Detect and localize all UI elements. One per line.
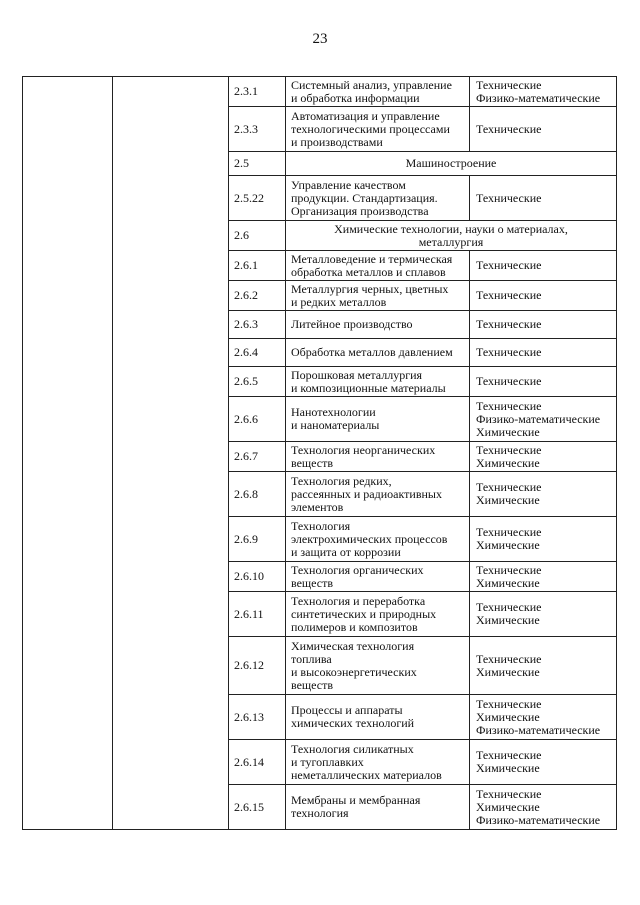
empty-cell — [23, 472, 113, 517]
empty-cell — [23, 367, 113, 397]
empty-cell — [23, 176, 113, 221]
science-branches — [470, 107, 617, 152]
specialty-name-line: Процессы и аппараты — [291, 703, 403, 717]
science-branches — [470, 517, 617, 562]
specialty-name-line: и производствами — [291, 134, 383, 149]
specialty-code: 2.5.22 — [229, 176, 286, 221]
specialty-name — [286, 397, 470, 442]
specialty-name-line: Технология редких, — [291, 473, 392, 488]
table-row — [23, 107, 617, 152]
empty-cell — [113, 695, 229, 740]
empty-cell — [113, 472, 229, 517]
section-title — [286, 152, 617, 176]
specialty-name-line: Литейное производство — [291, 317, 413, 331]
specialty-name-line: Управление качеством — [291, 177, 406, 192]
science-branch: Химические — [476, 455, 540, 470]
science-branch: Технические — [476, 748, 542, 762]
specialty-code: 2.6.2 — [229, 281, 286, 311]
table-row — [23, 176, 617, 221]
science-branch: Физико-математические — [476, 90, 601, 105]
table-row — [23, 517, 617, 562]
specialty-code: 2.6.11 — [229, 592, 286, 637]
specialty-code: 2.6.4 — [229, 339, 286, 367]
empty-cell — [113, 311, 229, 339]
science-branch: Химические — [476, 799, 540, 814]
empty-cell — [23, 695, 113, 740]
section-title-line: металлургия — [418, 234, 484, 249]
specialty-name-line: веществ — [291, 575, 334, 590]
empty-cell — [113, 740, 229, 785]
science-branch: Технические — [476, 121, 542, 136]
specialty-name-line: Технология неорганических — [291, 442, 436, 457]
science-branches — [470, 785, 617, 830]
science-branch: Химические — [476, 575, 540, 590]
specialty-name — [286, 592, 470, 637]
specialty-code: 2.6.9 — [229, 517, 286, 562]
empty-cell — [113, 592, 229, 637]
specialties-table — [22, 76, 617, 830]
page-number: 23 — [312, 31, 328, 47]
specialty-name — [286, 785, 470, 830]
specialty-name-line: рассеянных и радиоактивных — [291, 486, 442, 501]
specialty-code: 2.6.3 — [229, 311, 286, 339]
science-branch: Технические — [476, 190, 542, 205]
specialty-code: 2.6 — [229, 221, 286, 251]
specialty-name-line: и композиционные материалы — [291, 380, 446, 395]
specialty-name — [286, 77, 470, 107]
science-branch: Технические — [476, 317, 542, 331]
empty-cell — [113, 637, 229, 695]
science-branches — [470, 637, 617, 695]
table-row — [23, 397, 617, 442]
specialty-name-line: неметаллических материалов — [291, 767, 442, 782]
specialty-name-line: веществ — [291, 455, 334, 470]
specialty-code: 2.6.7 — [229, 442, 286, 472]
science-branch: Физико-математические — [476, 812, 601, 827]
empty-cell — [113, 442, 229, 472]
empty-cell — [23, 592, 113, 637]
specialty-name-line: Мембраны и мембранная — [291, 793, 421, 807]
specialty-name-line: и защита от коррозии — [291, 544, 401, 559]
specialty-code: 2.6.13 — [229, 695, 286, 740]
specialty-name — [286, 311, 470, 339]
table-row — [23, 637, 617, 695]
table-row — [23, 442, 617, 472]
specialty-code: 2.5 — [229, 152, 286, 176]
empty-cell — [113, 152, 229, 176]
section-title-line: Химические технологии, науки о материалах, — [334, 221, 568, 236]
science-branch: Химические — [476, 761, 540, 775]
table-row — [23, 562, 617, 592]
empty-cell — [23, 339, 113, 367]
specialty-name-line: технологическими процессами — [291, 121, 450, 136]
specialty-name — [286, 339, 470, 367]
empty-cell — [113, 251, 229, 281]
specialty-name — [286, 695, 470, 740]
specialty-name — [286, 740, 470, 785]
section-title-line: Машиностроение — [405, 156, 497, 170]
specialty-name — [286, 562, 470, 592]
science-branch: Технические — [476, 288, 542, 302]
science-branches — [470, 367, 617, 397]
specialty-name-line: топлива — [291, 651, 332, 666]
empty-cell — [23, 107, 113, 152]
science-branches — [470, 472, 617, 517]
science-branches — [470, 311, 617, 339]
specialty-name-line: Организация производства — [291, 203, 429, 218]
empty-cell — [113, 77, 229, 107]
specialty-name-line: элементов — [291, 499, 344, 514]
specialty-code: 2.6.5 — [229, 367, 286, 397]
specialty-code: 2.6.1 — [229, 251, 286, 281]
empty-cell — [113, 221, 229, 251]
science-branch: Технические — [476, 786, 542, 801]
science-branch: Технические — [476, 398, 542, 413]
science-branch: Химические — [476, 664, 540, 679]
science-branches — [470, 562, 617, 592]
specialty-name-line: и высокоэнергетических — [291, 664, 417, 679]
specialty-name-line: и редких металлов — [291, 294, 387, 309]
specialty-name-line: Химическая технология — [291, 638, 415, 653]
specialty-name-line: веществ — [291, 677, 334, 692]
empty-cell — [113, 339, 229, 367]
empty-cell — [23, 442, 113, 472]
specialty-name — [286, 176, 470, 221]
science-branch: Технические — [476, 651, 542, 666]
empty-cell — [113, 176, 229, 221]
science-branches — [470, 695, 617, 740]
empty-cell — [113, 785, 229, 830]
science-branch: Химические — [476, 538, 540, 552]
table-row — [23, 281, 617, 311]
empty-cell — [113, 517, 229, 562]
science-branch: Физико-математические — [476, 411, 601, 426]
specialty-name-line: Технология силикатных — [291, 741, 414, 756]
science-branch: Технические — [476, 562, 542, 577]
specialty-name-line: Нанотехнологии — [291, 405, 376, 419]
table-row — [23, 740, 617, 785]
empty-cell — [23, 77, 113, 107]
science-branches — [470, 442, 617, 472]
table-row — [23, 152, 617, 176]
specialty-code: 2.6.15 — [229, 785, 286, 830]
specialty-name-line: Порошковая металлургия — [291, 367, 423, 382]
specialty-name-line: Автоматизация и управление — [291, 108, 440, 123]
science-branch: Технические — [476, 525, 542, 539]
science-branch: Технические — [476, 77, 542, 92]
specialty-name — [286, 442, 470, 472]
science-branch: Технические — [476, 442, 542, 457]
specialty-name-line: полимеров и композитов — [291, 619, 418, 634]
science-branches — [470, 281, 617, 311]
table-row — [23, 251, 617, 281]
science-branch: Химические — [476, 613, 540, 627]
specialty-name-line: и обработка информации — [291, 90, 420, 105]
specialty-name-line: Технология — [291, 518, 351, 533]
specialty-code: 2.3.1 — [229, 77, 286, 107]
specialty-name — [286, 517, 470, 562]
science-branches — [470, 77, 617, 107]
empty-cell — [113, 281, 229, 311]
specialty-name-line: Металловедение и термическая — [291, 251, 453, 266]
science-branch: Химические — [476, 493, 540, 507]
specialty-name-line: и тугоплавких — [291, 754, 364, 769]
table-row — [23, 695, 617, 740]
table-row — [23, 472, 617, 517]
science-branch: Технические — [476, 600, 542, 614]
specialty-code: 2.6.14 — [229, 740, 286, 785]
specialty-name-line: синтетических и природных — [291, 606, 437, 621]
specialty-name-line: Технология органических — [291, 562, 424, 577]
science-branch: Технические — [476, 374, 542, 388]
specialty-code: 2.3.3 — [229, 107, 286, 152]
specialty-name-line: Металлургия черных, цветных — [291, 281, 449, 296]
science-branch: Технические — [476, 480, 542, 494]
table-row — [23, 311, 617, 339]
specialty-name — [286, 367, 470, 397]
science-branch: Технические — [476, 696, 542, 711]
specialty-name-line: химических технологий — [291, 716, 415, 730]
specialty-code: 2.6.6 — [229, 397, 286, 442]
table-row — [23, 592, 617, 637]
empty-cell — [23, 281, 113, 311]
empty-cell — [23, 517, 113, 562]
specialty-code: 2.6.12 — [229, 637, 286, 695]
specialty-name — [286, 472, 470, 517]
science-branches — [470, 251, 617, 281]
specialty-code: 2.6.10 — [229, 562, 286, 592]
specialty-name-line: и наноматериалы — [291, 418, 380, 432]
science-branches — [470, 176, 617, 221]
specialty-name-line: технология — [291, 806, 349, 820]
section-title — [286, 221, 617, 251]
empty-cell — [113, 107, 229, 152]
specialty-name — [286, 281, 470, 311]
empty-cell — [23, 637, 113, 695]
empty-cell — [23, 251, 113, 281]
table-row — [23, 339, 617, 367]
specialty-name — [286, 107, 470, 152]
specialty-name-line: Технология и переработка — [291, 593, 426, 608]
science-branch: Технические — [476, 345, 542, 359]
table-row — [23, 221, 617, 251]
science-branches — [470, 740, 617, 785]
empty-cell — [23, 785, 113, 830]
empty-cell — [23, 740, 113, 785]
empty-cell — [113, 397, 229, 442]
empty-cell — [23, 397, 113, 442]
empty-cell — [23, 221, 113, 251]
science-branches — [470, 592, 617, 637]
empty-cell — [113, 562, 229, 592]
table-row — [23, 367, 617, 397]
science-branch: Химические — [476, 709, 540, 724]
science-branch: Технические — [476, 258, 542, 272]
science-branches — [470, 397, 617, 442]
specialty-name-line: электрохимических процессов — [291, 531, 448, 546]
specialty-name-line: продукции. Стандартизация. — [291, 190, 438, 205]
science-branches — [470, 339, 617, 367]
specialty-name — [286, 251, 470, 281]
specialty-name-line: обработка металлов и сплавов — [291, 264, 446, 279]
specialty-code: 2.6.8 — [229, 472, 286, 517]
table-row — [23, 77, 617, 107]
empty-cell — [23, 152, 113, 176]
science-branch: Химические — [476, 424, 540, 439]
specialty-name-line: Обработка металлов давлением — [291, 345, 453, 359]
empty-cell — [23, 311, 113, 339]
empty-cell — [23, 562, 113, 592]
specialty-name-line: Системный анализ, управление — [291, 77, 452, 92]
table-row — [23, 785, 617, 830]
empty-cell — [113, 367, 229, 397]
specialty-name — [286, 637, 470, 695]
science-branch: Физико-математические — [476, 722, 601, 737]
